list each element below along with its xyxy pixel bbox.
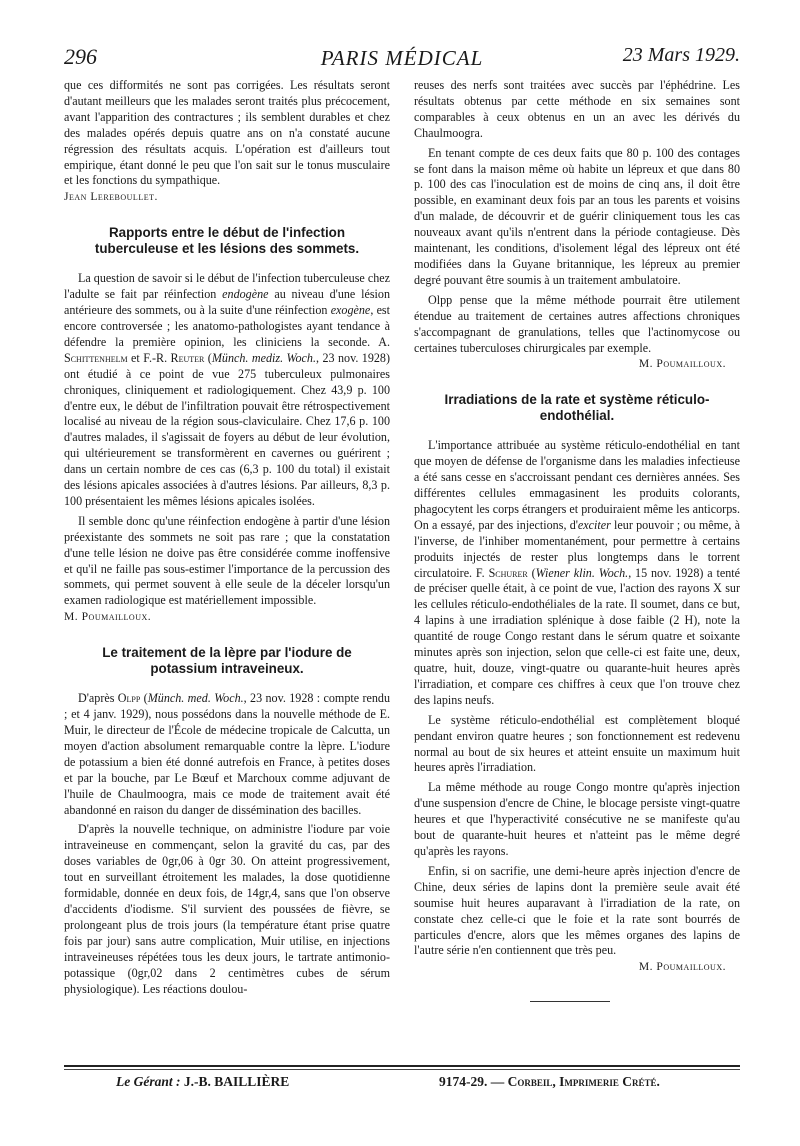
running-head: [64, 44, 740, 78]
article-lepre-signature: M. Poumailloux.: [638, 357, 726, 371]
intro-signature: Jean Lereboullet.: [64, 190, 158, 204]
gerant: Le Gérant : J.-B. BAILLIÈRE: [116, 1074, 290, 1089]
article-rate-paragraph-1: L'importance attribuée au système réticulo-endothélial en tant que moyen de défense de l'organisme dans les maladies infectieuse a été sans cesse en s'accroissant pendant ces dernières années. Ses différentes cellules emmagasinent les produits colorants, phagocytent les corps étrangers et produiraient même les anticorps. On a essayé, par des injections, d'exciter leur pouvoir ; ou même, à l'inverse, de l'inhiber momentanément, pour permettre à certains produits injectés de rester plus longtemps dans le torrent circulatoire. F. Schurer (Wiener klin. Woch., 15 nov. 1928) a tenté de préciser quelle était, à ce point de vue, l'action des rayons X sur les cellules réticulo-endothéliales de la rate. Il soumet, dans ce but, 4 lapins à une irradiation splénique à dose faible (2 H), note la quantité de rouge Congo restant dans le sérum quatre et soixante minutes après son injection, selon que celle-ci est faite une, deux, quatre, huit, douze, vingt-quatre ou quarante-huit heures après l'irradiation, et compare ces chiffres à ceux que l'on trouve chez des lapins neufs.: [414, 438, 740, 707]
page-number: 296: [64, 44, 97, 69]
article-rate-signature: M. Poumailloux.: [638, 960, 726, 974]
article-lepre-paragraph-3: En tenant compte de ces deux faits que 80 p. 100 des contages se font dans la maison même où habite un lépreux et que dans 80 p. 100 des cas l'inoculation est de moins de cinq ans, il doit être possible, en examinant deux fois par an tous les parents et voisins d'un malade, de découvrir et de guérir cliniquement tous les cas nouveaux avant qu'ils n'entrent dans la période contagieuse. Dès maintenant, les conditions, d'isolement légal des lépreux ont été modifiées dans la Guyane britannique, les lépreux au premier degré pouvant être soumis à un traitement ambulatoire.: [414, 145, 740, 287]
journal-page: [64, 44, 740, 1114]
end-rule: [530, 1001, 610, 1002]
article-tuberculose-paragraph-2: Il semble donc qu'une réinfection endogène à partir d'une lésion préexistante des sommets ne soit pas rare ; que la constatation d'une telle lésion ne doive pas être considérée comme inoffensive et qu'il ne faille pas sous-estimer l'importance de la percussion des sommets, qui permet souvent à elle seule de la déceler lorsqu'un examen radiologique est matériellement impossible.: [64, 513, 390, 608]
intro-paragraph: que ces difformités ne sont pas corrigées. Les résultats seront d'autant meilleurs que les malades seront traités plus précocement, avant l'apparition des contractures ; ils semblent durables et chez des malades opérés depuis quatre ans on n'a constaté aucune régression des résultats acquis. L'opération est d'ailleurs tout empirique, étant donné le peu que l'on sait sur le tonus musculaire et les fonctions du sympathique.: [64, 78, 390, 188]
article-title-lepre: Le traitement de la lèpre par l'iodure de potassium intraveineux.: [102, 645, 352, 677]
footer-rule-thin: [64, 1069, 740, 1070]
article-rate-paragraph-3: La même méthode au rouge Congo montre qu'après injection d'une suspension d'encre de Chine, le blocage persiste vingt-quatre heures et que l'hyperactivité consécutive ne se manifeste qu'au bout de quarante-huit heures et n'atteint pas le même degré qu'après les rayons.: [414, 780, 740, 858]
left-column: [64, 78, 390, 997]
right-column: [414, 78, 740, 1002]
printer-line: 9174-29. — Corbeil, Imprimerie Crété.: [439, 1074, 660, 1089]
article-rate-paragraph-2: Le système réticulo-endothélial est complètement bloqué pendant environ quatre heures ; son fonctionnement est redevenu normal au bout de six heures et atteint ensuite un maximum huit heures après l'irradiation.: [414, 712, 740, 775]
article-lepre-continuation: reuses des nerfs sont traitées avec succès par l'éphédrine. Les résultats obtenus par cette méthode en six semaines sont comparables à ceux obtenus en un an avec les dérivés du Chaulmoogra.: [414, 78, 740, 140]
colophon: [64, 1074, 740, 1092]
article-tuberculose-paragraph-1: La question de savoir si le début de l'infection tuberculeuse chez l'adulte se fait par réinfection endogène au niveau d'une lésion antérieure des sommets, ou à la suite d'une réinfection exogène, est encore controversée ; les anatomo-pathologistes ayant tendance à défendre la première opinion, les cliniciens la seconde. A. Schittenhelm et F.-R. Reuter (Münch. mediz. Woch., 23 nov. 1928) ont étudié à ce point de vue 275 tuberculeux pulmonaires chroniques, cliniquement et radiologiquement. Chez 43,9 p. 100 d'entre eux, le début de l'infiltration pouvait être rétrospectivement localisé au niveau de la région sous-claviculaire. Chez 17,6 p. 100 d'autres malades, il s'agissait de foyers au début de leur évolution, qui ultérieurement se transformèrent en cavernes ou guérirent ; dans un certain nombre de ces cas (6,3 p. 100 du total) il existait des lésions apicales associées à d'autres lésions. Par ailleurs, 8,3 p. 100 présentaient les mêmes lésions apicales isolées.: [64, 271, 391, 508]
article-rate-paragraph-4: Enfin, si on sacrifie, une demi-heure après injection d'encre de Chine, deux séries de lapins dont la première seule avait été soumise huit heures auparavant à l'irradiation de la rate, on constate chez celle-ci que le foie et la rate sont bourrés de particules d'encre, alors que les mêmes organes des lapins de l'autre série n'en contiennent que très peu.: [414, 863, 740, 958]
article-lepre-paragraph-4: Olpp pense que la même méthode pourrait être utilement étendue au traitement de certaines autres affections chroniques s'accompagnant de granulations, telles que l'actinomycose ou certaines tuberculoses chirurgicales par exemple.: [414, 292, 740, 355]
footer-rule: [64, 1065, 740, 1067]
article-lepre-paragraph-2: D'après la nouvelle technique, on administre l'iodure par voie intraveineuse en commençant, selon la gravité du cas, par des doses variables de 0gr,06 à 0gr 30. On atteint progressivement, tout en surveillant étroitement les malades, la dose quotidienne formidable, donnée en deux fois, de 14gr,4, sans que l'on observe d'accidents d'iodisme. S'il survient des poussées de fièvre, se prolongeant plus de trois jours (la température étant prise quatre fois par jour) sans autre complication, Muir utilise, en injections intraveineuses répétées tous les deux jours, le tartrate antimonio-potassique (0gr,02 dans 2 centimètres cubes de sérum physiologique). Les réactions doulou-: [64, 822, 390, 996]
article-tuberculose-signature: M. Poumailloux.: [64, 610, 152, 624]
journal-title: PARIS MÉDICAL: [320, 46, 484, 70]
article-title-rate: Irradiations de la rate et système réticulo-endothélial.: [444, 392, 710, 424]
issue-date: 23 Mars 1929.: [622, 44, 740, 66]
article-title-tuberculose: Rapports entre le début de l'infection tuberculeuse et les lésions des sommets.: [94, 225, 360, 257]
article-lepre-paragraph-1: D'après Olpp (Münch. med. Woch., 23 nov. 1928 : compte rendu ; et 4 janv. 1929), nous possédons dans la nouvelle méthode de E. Muir, le directeur de l'École de médecine tropicale de Calcutta, un moyen d'action absolument remarquable contre la lèpre. L'iodure de potassium a bien été donné autrefois en France, à petites doses et par la bouche, par Le Bœuf et Marchoux comme adjuvant de l'huile de Chaulmoogra, mais ce mode de traitement avait été abandonné en raison du danger de dissémination des bacilles.: [64, 691, 390, 817]
